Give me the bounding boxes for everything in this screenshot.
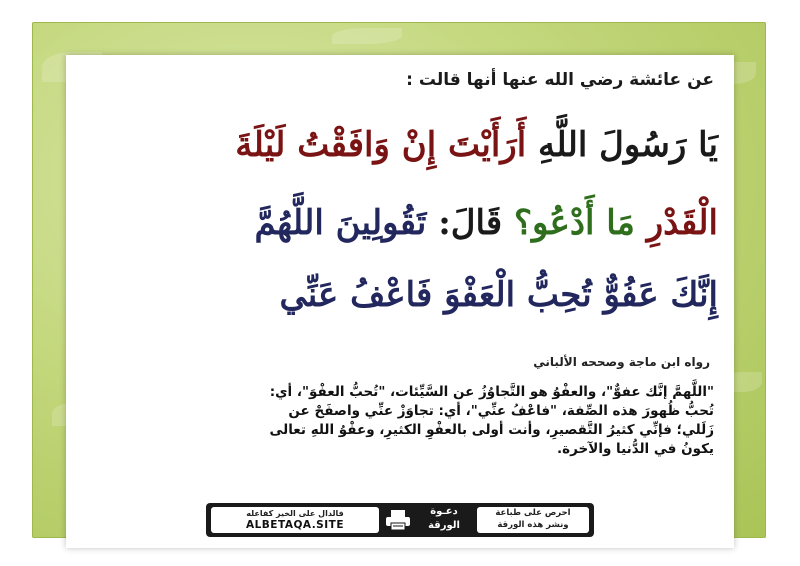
printer-icon [384, 509, 412, 531]
commentary-line: تُحبُّ ظُهورَ هذه الصِّفة، "فاعْفُ عنِّي"، أي: تجاوَزْ عنِّي واصفَحْ عن [288, 403, 714, 419]
footer-bar [206, 503, 594, 537]
logo-line: دعـوة [430, 506, 458, 517]
leaf-decoration [332, 28, 402, 44]
hadith-segment: أَرَأَيْتَ إِنْ وَافَقْتُ لَيْلَةَ [235, 125, 527, 165]
hadith-source: رواه ابن ماجة وصححه الألباني [533, 355, 710, 369]
site-box[interactable] [211, 507, 379, 533]
hadith-line-3: إِنَّكَ عَفُوٌّ تُحِبُّ الْعَفْوَ فَاعْفُ عَنِّي [279, 275, 718, 315]
commentary-line: "اللَّهمَّ إنَّك عفوٌّ"، والعفْوُ هو التَّجاوُزُ عن السَّيِّئات، "تُحبُّ العفْوَ"، أي: [269, 384, 714, 400]
site-url[interactable]: ALBETAQA.SITE [245, 519, 344, 531]
hadith-segment: مَا أَدْعُو؟ [513, 203, 635, 243]
note-line: ونشر هذه الورقة [497, 520, 569, 530]
hadith-segment: تَقُولِينَ اللَّهُمَّ [254, 203, 427, 243]
hadith-segment: الْقَدْرِ [646, 203, 718, 243]
hadith-segment: يَا رَسُولَ اللَّهِ [538, 125, 718, 165]
hadith-segment: قَالَ: [438, 203, 503, 243]
intro-text: عن عائشة رضي الله عنها أنها قالت : [406, 70, 714, 90]
commentary-line: زَلَلي؛ فإنِّي كثيرُ التَّقصيرِ، وأنت أولى بالعفْوِ الكثيرِ، وعفْوُ اللهِ تعالى [269, 422, 714, 438]
hadith-line-1 [86, 125, 718, 165]
commentary [82, 383, 714, 459]
content-card [66, 55, 734, 548]
dawat-alwaraqa-logo [418, 505, 470, 535]
logo-line: الورقة [428, 520, 460, 531]
hadith-line-2 [86, 203, 718, 243]
print-note [477, 507, 589, 533]
commentary-line: يكونُ في الدُّنيا والآخرة. [557, 441, 714, 457]
note-line: احرص على طباعة [495, 508, 571, 518]
site-caption: فالدال على الخير كفاعله [246, 509, 344, 518]
